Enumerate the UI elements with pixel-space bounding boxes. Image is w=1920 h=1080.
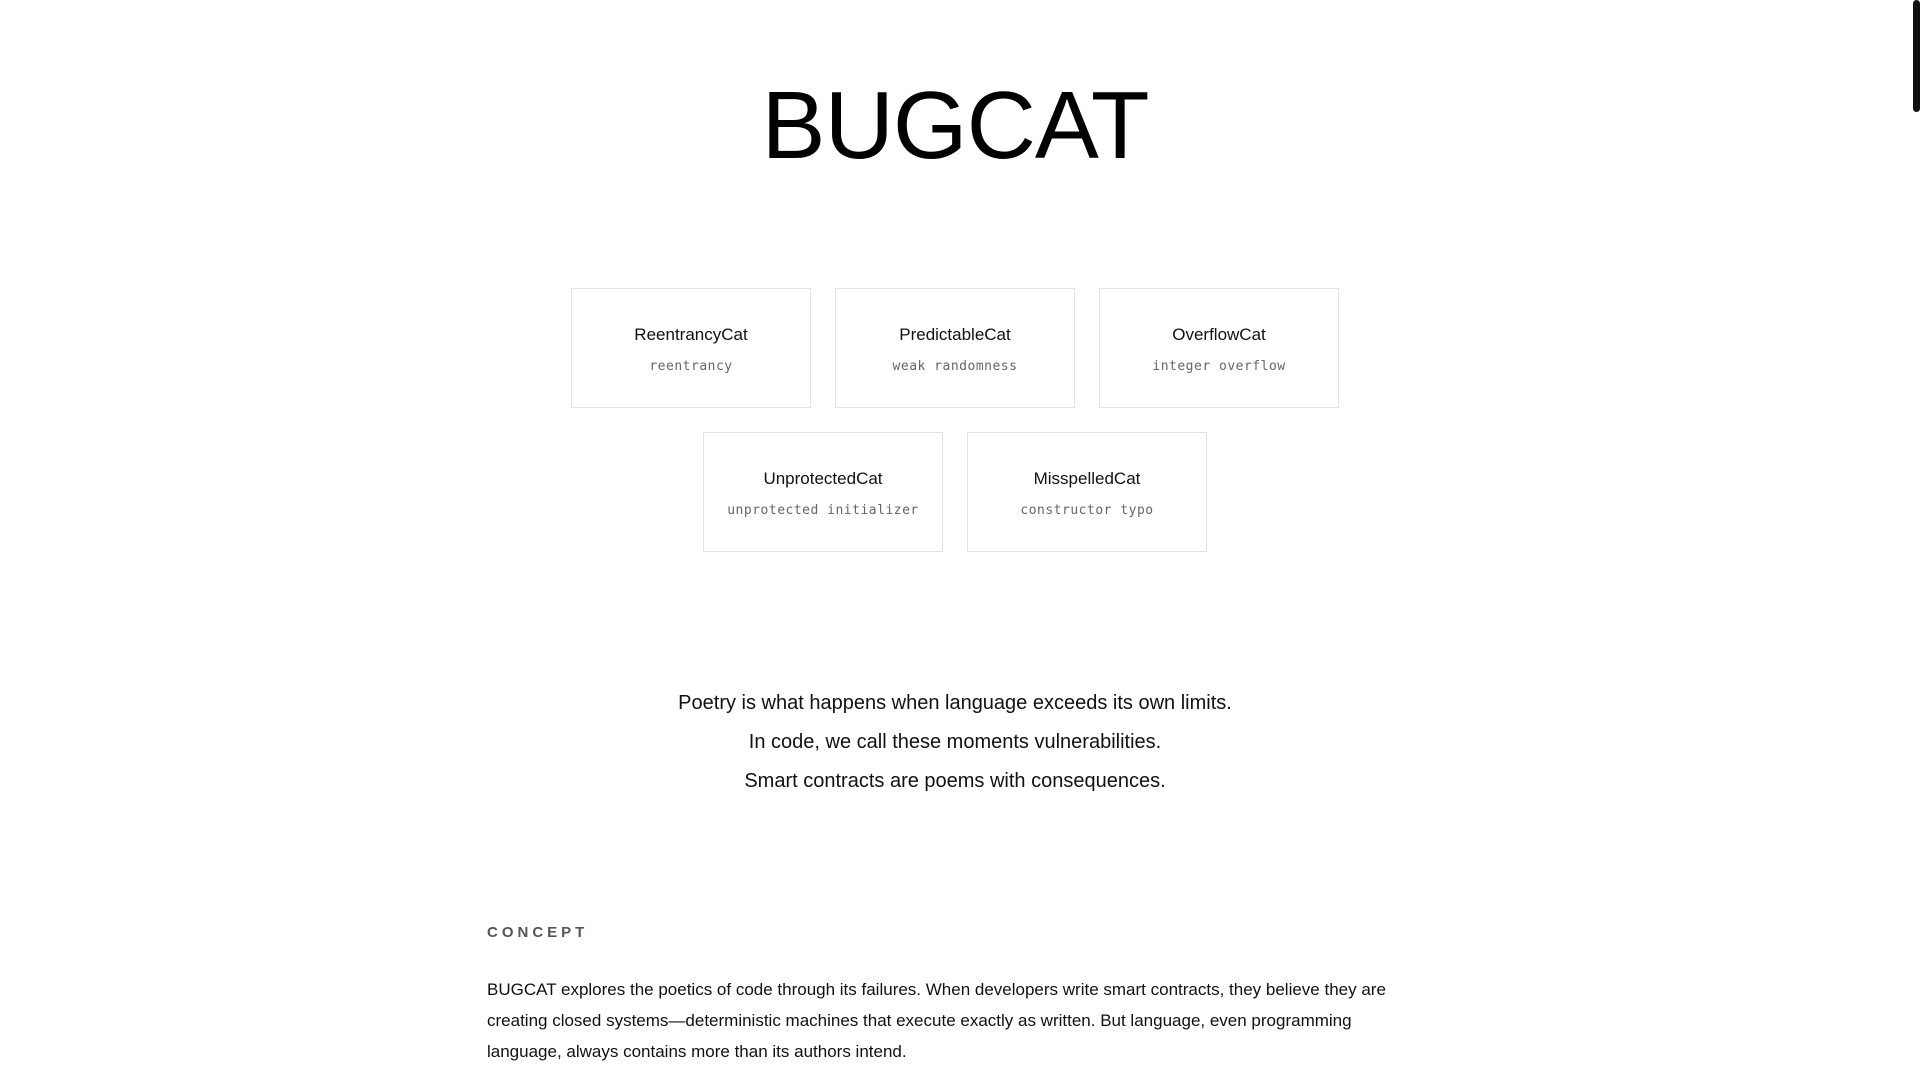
- card-misspelled-cat[interactable]: [967, 432, 1207, 552]
- card-description: weak randomness: [892, 359, 1018, 374]
- card-name: OverflowCat: [1172, 325, 1266, 344]
- scrollbar-thumb[interactable]: [1913, 0, 1920, 112]
- card-description: constructor typo: [1020, 503, 1154, 518]
- card-reentrancy-cat[interactable]: [571, 288, 811, 408]
- poem: [0, 684, 1910, 801]
- card-description: integer overflow: [1152, 359, 1286, 374]
- page-title: BUGCAT: [761, 72, 1149, 179]
- poem-line: In code, we call these moments vulnerabilities.: [748, 731, 1162, 753]
- concept-body: BUGCAT explores the poetics of code through its failures. When developers write smart contracts, they believe they are creating closed systems—deterministic machines that execute exactly as written. But language, even programming language, always contains more than its authors intend.: [487, 980, 1386, 1061]
- card-name: ReentrancyCat: [634, 325, 748, 344]
- card-predictable-cat[interactable]: [835, 288, 1075, 408]
- card-description: unprotected initializer: [727, 503, 919, 518]
- card-overflow-cat[interactable]: [1099, 288, 1339, 408]
- concept-section: [487, 924, 1422, 1067]
- card-name: UnprotectedCat: [763, 469, 883, 488]
- poem-line: Smart contracts are poems with consequences.: [744, 770, 1166, 792]
- card-unprotected-cat[interactable]: [703, 432, 943, 552]
- cat-card-grid: [0, 288, 1910, 552]
- card-name: PredictableCat: [899, 325, 1011, 344]
- card-name: MisspelledCat: [1033, 469, 1141, 488]
- poem-line: Poetry is what happens when language exceeds its own limits.: [678, 692, 1232, 714]
- card-description: reentrancy: [649, 359, 733, 374]
- concept-heading: CONCEPT: [487, 924, 589, 941]
